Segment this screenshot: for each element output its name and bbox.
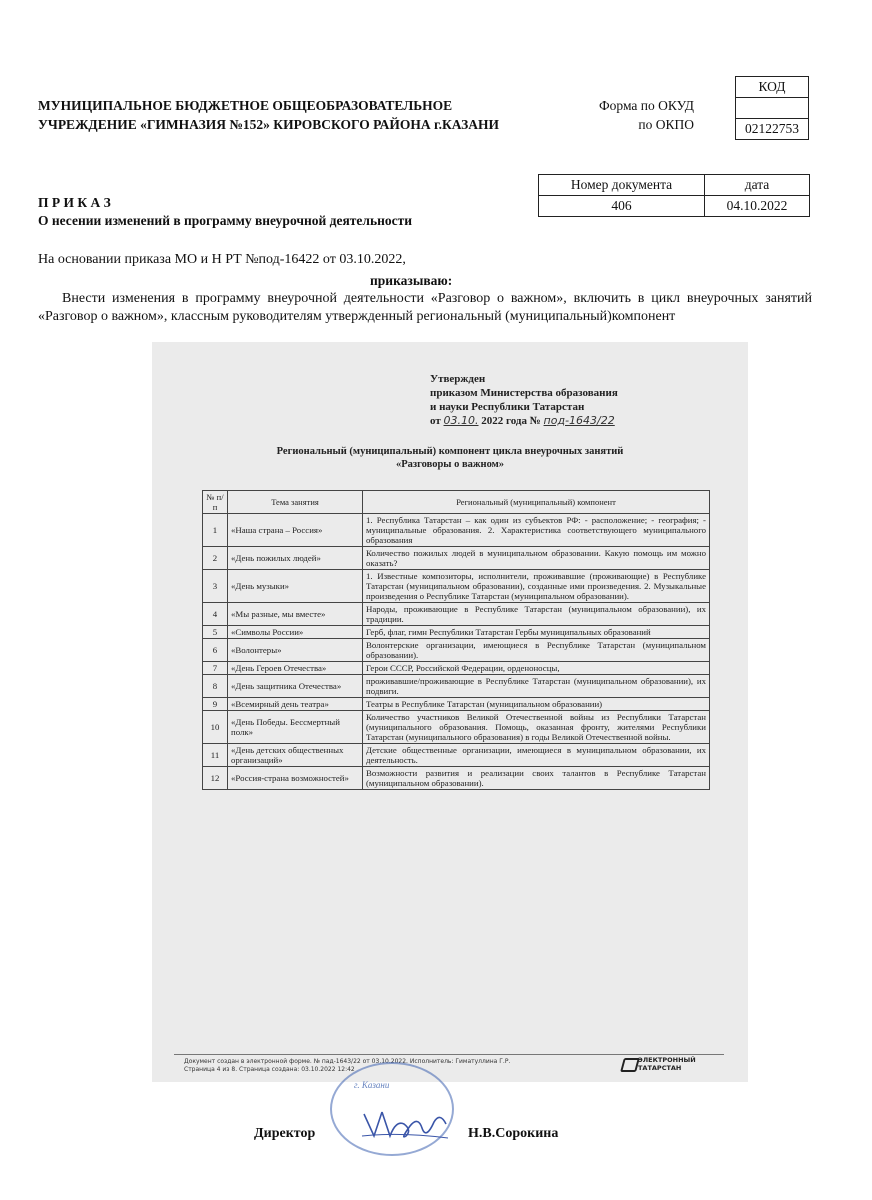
scan-footer-line-1: Документ создан в электронной форме. № пад-1643/22 от 03.10.2022. Исполнитель: Гиматуллина Г.Р. <box>184 1058 511 1065</box>
okud-label: Форма по ОКУД <box>598 98 694 113</box>
row-component: Герои СССР, Российской Федерации, орденоносцы, <box>363 662 710 675</box>
row-number: 1 <box>203 514 228 547</box>
row-topic: «Россия-страна возможностей» <box>228 767 363 790</box>
orders-word: приказываю: <box>370 273 453 288</box>
col-topic: Тема занятия <box>228 491 363 514</box>
okud-value <box>736 98 809 119</box>
electronic-tatarstan-logo: ЭЛЕКТРОННЫЙ ТАТАРСТАН <box>638 1056 696 1072</box>
table-row <box>203 547 710 570</box>
doc-date-value: 04.10.2022 <box>705 196 810 217</box>
table-row <box>203 570 710 603</box>
row-number: 11 <box>203 744 228 767</box>
organization-name <box>38 96 499 134</box>
table-row <box>203 662 710 675</box>
row-topic: «День пожилых людей» <box>228 547 363 570</box>
doc-number-label: Номер документа <box>539 175 705 196</box>
okpo-label: по ОКПО <box>638 117 694 132</box>
row-topic: «Символы России» <box>228 626 363 639</box>
table-row <box>203 514 710 547</box>
row-topic: «День защитника Отечества» <box>228 675 363 698</box>
row-component: Количество участников Великой Отечественной войны из Республики Татарстан (муниципального образования. Помощь, оказанная фронту, жителями Республики Татарстан (муниципального образования) в годы Великой Отечественной войны. <box>363 711 710 744</box>
order-title: П Р И К А З <box>38 195 111 210</box>
row-component: проживавшие/проживающие в Республике Татарстан (муниципальном образовании), их подвиги. <box>363 675 710 698</box>
form-codes-labels <box>584 96 694 134</box>
table-row <box>203 698 710 711</box>
approved-number-handwritten: под-1643/22 <box>543 414 615 427</box>
row-number: 9 <box>203 698 228 711</box>
electronic-tatarstan-logo-icon <box>620 1058 640 1072</box>
row-number: 8 <box>203 675 228 698</box>
table-row <box>203 675 710 698</box>
approved-line-2: приказом Министерства образования <box>430 387 618 399</box>
row-topic: «Мы разные, мы вместе» <box>228 603 363 626</box>
row-component: Народы, проживающие в Республике Татарстан (муниципальном образовании), их традиции. <box>363 603 710 626</box>
table-row <box>203 603 710 626</box>
stamp-text: г. Казани <box>354 1080 390 1090</box>
okpo-value: 02122753 <box>736 119 809 140</box>
row-component: Количество пожилых людей в муниципальном образовании. Какую помощь им можно оказать? <box>363 547 710 570</box>
row-component: Детские общественные организации, имеющиеся в муниципальном образовании, их деятельность. <box>363 744 710 767</box>
signatory-name: Н.В.Сорокина <box>468 1126 559 1141</box>
row-number: 10 <box>203 711 228 744</box>
organization-line-1: МУНИЦИПАЛЬНОЕ БЮДЖЕТНОЕ ОБЩЕОБРАЗОВАТЕЛЬНОЕ <box>38 98 453 113</box>
attachment-title-line-1: Региональный (муниципальный) компонент цикла внеурочных занятий <box>276 446 624 457</box>
attachment-title <box>152 445 748 471</box>
row-component: Герб, флаг, гимн Республики Татарстан Гербы муниципальных образований <box>363 626 710 639</box>
col-number: № п/п <box>203 491 228 514</box>
row-component: 1. Республика Татарстан – как один из субъектов РФ: - расположение; - география; - муниципальные образования. 2. Характеристика соответствующего муниципального образования <box>363 514 710 547</box>
row-number: 5 <box>203 626 228 639</box>
row-topic: «День музыки» <box>228 570 363 603</box>
order-body <box>38 290 812 326</box>
row-topic: «Всемирный день театра» <box>228 698 363 711</box>
signatory-role: Директор <box>254 1126 316 1141</box>
handwritten-signature <box>360 1106 450 1146</box>
row-topic: «Наша страна – Россия» <box>228 514 363 547</box>
approved-line-4: от 03.10. 2022 года № под-1643/22 <box>430 414 615 427</box>
col-component: Региональный (муниципальный) компонент <box>363 491 710 514</box>
row-topic: «День Героев Отечества» <box>228 662 363 675</box>
approved-line-3: и науки Республики Татарстан <box>430 401 585 413</box>
document-number-table <box>538 174 810 217</box>
table-row <box>203 744 710 767</box>
order-heading <box>38 194 412 230</box>
doc-date-label: дата <box>705 175 810 196</box>
row-topic: «День Победы. Бессмертный полк» <box>228 711 363 744</box>
row-topic: «День детских общественных организаций» <box>228 744 363 767</box>
code-table <box>735 76 809 140</box>
row-topic: «Волонтеры» <box>228 639 363 662</box>
row-component: 1. Известные композиторы, исполнители, проживавшие (проживающие) в Республике Татарстан (муниципальном образовании), созданные ими произведения. 2. Музыкальные произведения о Республике Татарстан (муниципальном образовании). <box>363 570 710 603</box>
attachment-title-line-2: «Разговоры о важном» <box>395 459 505 470</box>
row-component: Театры в Республике Татарстан (муниципальном образовании) <box>363 698 710 711</box>
doc-number-value: 406 <box>539 196 705 217</box>
component-table <box>202 490 710 790</box>
order-basis: На основании приказа МО и Н РТ №под-16422 от 03.10.2022, <box>38 252 406 267</box>
row-component: Возможности развития и реализации своих талантов в Республике Татарстан (муниципальном образовании). <box>363 767 710 790</box>
row-number: 4 <box>203 603 228 626</box>
approved-line-1: Утвержден <box>430 373 486 385</box>
footer-rule <box>174 1054 724 1055</box>
scan-footer-line-2: Страница 4 из 8. Страница создана: 03.10.2022 12:42 <box>184 1066 355 1073</box>
scan-footer <box>184 1058 510 1074</box>
approval-block <box>430 372 618 428</box>
table-row <box>203 767 710 790</box>
approved-date-handwritten: 03.10. <box>443 414 479 427</box>
row-number: 2 <box>203 547 228 570</box>
table-row <box>203 639 710 662</box>
table-row <box>203 626 710 639</box>
row-number: 3 <box>203 570 228 603</box>
row-number: 12 <box>203 767 228 790</box>
code-header: КОД <box>736 77 809 98</box>
order-body-text: Внести изменения в программу внеурочной деятельности «Разговор о важном», включить в цикл внеурочных занятий «Разговор о важном», классным руководителям утвержденный региональный (муниципальный)компонент <box>38 291 812 324</box>
row-number: 7 <box>203 662 228 675</box>
attachment-scan <box>152 342 748 1082</box>
organization-line-2: УЧРЕЖДЕНИЕ «ГИМНАЗИЯ №152» КИРОВСКОГО РАЙОНА г.КАЗАНИ <box>38 117 500 132</box>
table-row <box>203 711 710 744</box>
row-component: Волонтерские организации, имеющиеся в Республике Татарстан (муниципальном образовании). <box>363 639 710 662</box>
order-subject: О несении изменений в программу внеурочной деятельности <box>38 213 413 228</box>
row-number: 6 <box>203 639 228 662</box>
